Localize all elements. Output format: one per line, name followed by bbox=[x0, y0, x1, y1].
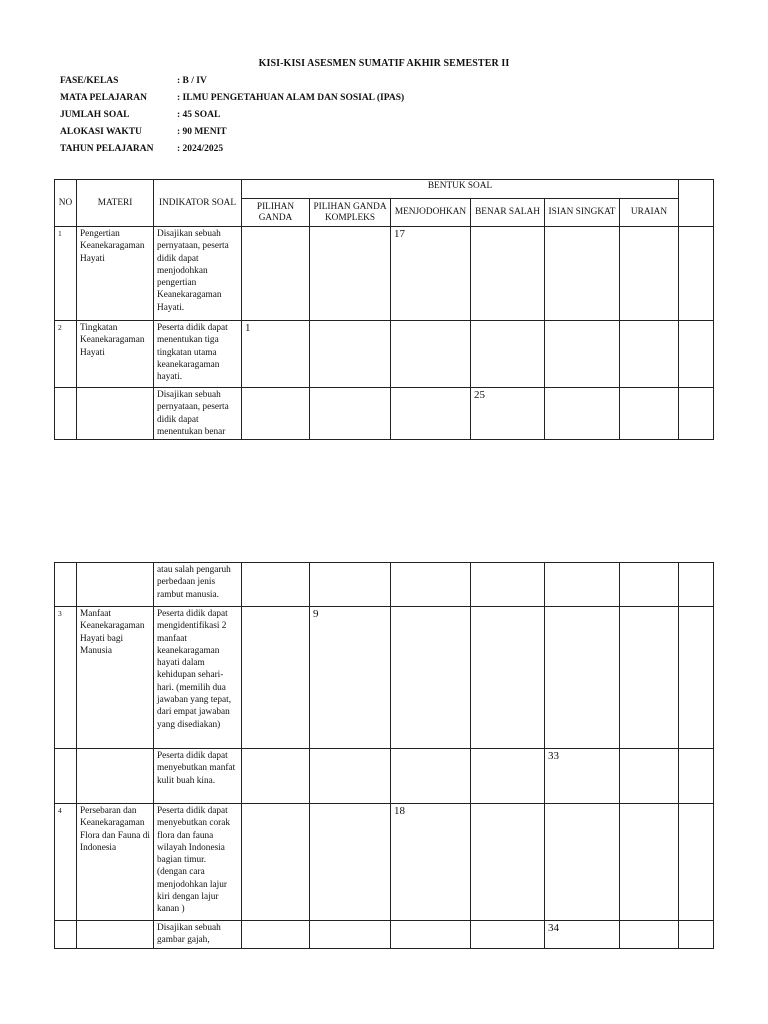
cell-indikator: Peserta didik dapat menyebutkan manfat kulit buah kina. bbox=[154, 749, 242, 804]
cell-menjodohkan bbox=[391, 607, 471, 749]
cell-pilihan-ganda bbox=[242, 749, 310, 804]
info-row-fase-kelas bbox=[60, 75, 404, 92]
cell-indikator: Peserta didik dapat menyebutkan corak flora dan fauna wilayah Indonesia bagian timur. (dengan cara menjodohkan lajur kiri dengan lajur kanan ) bbox=[154, 804, 242, 921]
cell-materi bbox=[77, 563, 154, 607]
info-block bbox=[60, 75, 404, 160]
cell-uraian bbox=[620, 607, 679, 749]
header-materi: MATERI bbox=[77, 180, 154, 227]
cell-no bbox=[55, 563, 77, 607]
cell-no: 4 bbox=[55, 804, 77, 921]
header-pilihan-ganda-kompleks: PILIHAN GANDA KOMPLEKS bbox=[310, 199, 391, 227]
cell-menjodohkan bbox=[391, 321, 471, 388]
cell-no: 3 bbox=[55, 607, 77, 749]
cell-menjodohkan bbox=[391, 749, 471, 804]
cell-blank bbox=[679, 388, 714, 440]
header-menjodohkan: MENJODOHKAN bbox=[391, 199, 471, 227]
cell-pilihan-ganda bbox=[242, 563, 310, 607]
table-row bbox=[55, 607, 714, 749]
cell-materi: Tingkatan Keanekaragaman Hayati bbox=[77, 321, 154, 388]
table-row bbox=[55, 804, 714, 921]
cell-menjodohkan bbox=[391, 563, 471, 607]
table-row bbox=[55, 388, 714, 440]
cell-isian-singkat bbox=[545, 563, 620, 607]
info-label: ALOKASI WAKTU bbox=[60, 127, 142, 137]
cell-isian-singkat bbox=[545, 804, 620, 921]
info-value: : B / IV bbox=[177, 76, 207, 86]
cell-uraian bbox=[620, 563, 679, 607]
cell-pilihan-ganda-kompleks bbox=[310, 804, 391, 921]
cell-benar-salah bbox=[471, 607, 545, 749]
cell-benar-salah bbox=[471, 563, 545, 607]
cell-isian-singkat bbox=[545, 607, 620, 749]
cell-materi bbox=[77, 388, 154, 440]
cell-uraian bbox=[620, 388, 679, 440]
cell-uraian bbox=[620, 749, 679, 804]
document-title: KISI-KISI ASESMEN SUMATIF AKHIR SEMESTER II bbox=[258, 58, 510, 69]
cell-no bbox=[55, 388, 77, 440]
cell-blank bbox=[679, 321, 714, 388]
cell-pilihan-ganda bbox=[242, 607, 310, 749]
cell-blank bbox=[679, 227, 714, 321]
kisi-kisi-table-part-2 bbox=[54, 562, 714, 949]
cell-pilihan-ganda-kompleks bbox=[310, 921, 391, 949]
cell-materi bbox=[77, 921, 154, 949]
header-benar-salah: BENAR SALAH bbox=[471, 199, 545, 227]
info-value: : ILMU PENGETAHUAN ALAM DAN SOSIAL (IPAS) bbox=[177, 93, 405, 103]
cell-menjodohkan: 17 bbox=[391, 227, 471, 321]
header-isian-singkat: ISIAN SINGKAT bbox=[545, 199, 620, 227]
info-label: JUMLAH SOAL bbox=[60, 110, 130, 120]
cell-pilihan-ganda: 1 bbox=[242, 321, 310, 388]
table-row bbox=[55, 227, 714, 321]
cell-no: 1 bbox=[55, 227, 77, 321]
info-row-tahun-pelajaran bbox=[60, 143, 404, 160]
info-value: : 2024/2025 bbox=[177, 144, 224, 154]
header-indikator: INDIKATOR SOAL bbox=[154, 180, 242, 227]
cell-indikator: Disajikan sebuah pernyataan, peserta didik dapat menentukan benar bbox=[154, 388, 242, 440]
cell-materi bbox=[77, 749, 154, 804]
cell-pilihan-ganda-kompleks bbox=[310, 321, 391, 388]
cell-benar-salah bbox=[471, 921, 545, 949]
cell-pilihan-ganda-kompleks bbox=[310, 563, 391, 607]
info-value: : 90 MENIT bbox=[177, 127, 227, 137]
cell-no bbox=[55, 921, 77, 949]
cell-no bbox=[55, 749, 77, 804]
cell-menjodohkan: 18 bbox=[391, 804, 471, 921]
header-blank bbox=[679, 180, 714, 227]
header-no: NO bbox=[55, 180, 77, 227]
cell-uraian bbox=[620, 321, 679, 388]
cell-isian-singkat: 34 bbox=[545, 921, 620, 949]
cell-uraian bbox=[620, 227, 679, 321]
info-value: : 45 SOAL bbox=[177, 110, 221, 120]
info-row-jumlah-soal bbox=[60, 109, 404, 126]
cell-isian-singkat: 33 bbox=[545, 749, 620, 804]
cell-blank bbox=[679, 749, 714, 804]
cell-menjodohkan bbox=[391, 921, 471, 949]
cell-pilihan-ganda bbox=[242, 227, 310, 321]
cell-blank bbox=[679, 563, 714, 607]
cell-uraian bbox=[620, 921, 679, 949]
cell-materi: Manfaat Keanekaragaman Hayati bagi Manusia bbox=[77, 607, 154, 749]
cell-indikator: Peserta didik dapat menentukan tiga tingkatan utama keanekaragaman hayati. bbox=[154, 321, 242, 388]
cell-indikator: Disajikan sebuah pernyataan, peserta didik dapat menjodohkan pengertian Keanekaragaman Hayati. bbox=[154, 227, 242, 321]
cell-benar-salah bbox=[471, 749, 545, 804]
cell-blank bbox=[679, 921, 714, 949]
cell-blank bbox=[679, 804, 714, 921]
table-row bbox=[55, 749, 714, 804]
cell-blank bbox=[679, 607, 714, 749]
cell-benar-salah: 25 bbox=[471, 388, 545, 440]
cell-isian-singkat bbox=[545, 321, 620, 388]
cell-materi: Persebaran dan Keanekaragaman Flora dan Fauna di Indonesia bbox=[77, 804, 154, 921]
cell-isian-singkat bbox=[545, 388, 620, 440]
cell-pilihan-ganda-kompleks bbox=[310, 227, 391, 321]
cell-pilihan-ganda bbox=[242, 388, 310, 440]
info-label: FASE/KELAS bbox=[60, 76, 119, 86]
cell-indikator: atau salah pengaruh perbedaan jenis rambut manusia. bbox=[154, 563, 242, 607]
cell-pilihan-ganda bbox=[242, 921, 310, 949]
cell-benar-salah bbox=[471, 321, 545, 388]
table-row bbox=[55, 563, 714, 607]
header-pilihan-ganda: PILIHAN GANDA bbox=[242, 199, 310, 227]
info-label: TAHUN PELAJARAN bbox=[60, 144, 154, 154]
cell-materi: Pengertian Keanekaragaman Hayati bbox=[77, 227, 154, 321]
cell-pilihan-ganda bbox=[242, 804, 310, 921]
cell-no: 2 bbox=[55, 321, 77, 388]
table-row bbox=[55, 921, 714, 949]
kisi-kisi-table-part-1 bbox=[54, 179, 714, 440]
cell-pilihan-ganda-kompleks bbox=[310, 749, 391, 804]
cell-pilihan-ganda-kompleks: 9 bbox=[310, 607, 391, 749]
cell-uraian bbox=[620, 804, 679, 921]
cell-menjodohkan bbox=[391, 388, 471, 440]
table-row bbox=[55, 321, 714, 388]
info-row-mata-pelajaran bbox=[60, 92, 404, 109]
cell-indikator: Disajikan sebuah gambar gajah, bbox=[154, 921, 242, 949]
header-bentuk-soal: BENTUK SOAL bbox=[242, 180, 679, 199]
cell-benar-salah bbox=[471, 227, 545, 321]
cell-benar-salah bbox=[471, 804, 545, 921]
header-uraian: URAIAN bbox=[620, 199, 679, 227]
cell-indikator: Peserta didik dapat mengidentifikasi 2 manfaat keanekaragaman hayati dalam kehidupan sehari-hari. (memilih dua jawaban yang tepat, dari empat jawaban yang disediakan) bbox=[154, 607, 242, 749]
info-label: MATA PELAJARAN bbox=[60, 93, 147, 103]
cell-isian-singkat bbox=[545, 227, 620, 321]
info-row-alokasi-waktu bbox=[60, 126, 404, 143]
cell-pilihan-ganda-kompleks bbox=[310, 388, 391, 440]
